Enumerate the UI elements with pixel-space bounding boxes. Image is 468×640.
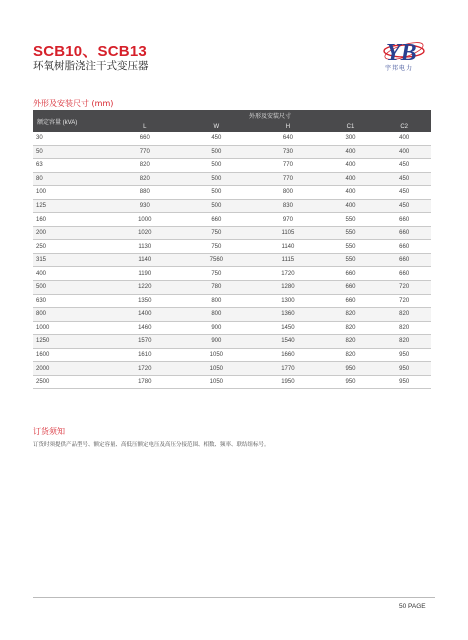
- table-row: [33, 253, 431, 267]
- dimension-cell: 660: [377, 240, 431, 254]
- dimension-cell: 1450: [252, 321, 324, 335]
- dimensions-section-title: 外形及安装尺寸 (mm): [33, 99, 114, 108]
- dimension-cell: 950: [377, 348, 431, 362]
- dimension-cell: 550: [324, 226, 378, 240]
- dimension-cell: 1720: [109, 362, 181, 376]
- dimension-cell: 1130: [109, 240, 181, 254]
- dimension-cell: 500: [181, 159, 253, 173]
- dimension-cell: 500: [181, 145, 253, 159]
- dimension-cell: 1280: [252, 281, 324, 295]
- table-row: [33, 375, 431, 389]
- logo-company-name: 宇邦电力: [385, 65, 414, 72]
- dimension-cell: 950: [377, 362, 431, 376]
- col-header-h: H: [252, 121, 324, 132]
- dimension-cell: 500: [181, 172, 253, 186]
- table-row: [33, 159, 431, 173]
- col-header-c1: C1: [324, 121, 378, 132]
- dimension-cell: 550: [324, 213, 378, 227]
- dimension-cell: 1220: [109, 281, 181, 295]
- dimension-cell: 450: [181, 132, 253, 145]
- dimension-cell: 820: [377, 308, 431, 322]
- dimension-cell: 950: [324, 375, 378, 389]
- dimension-cell: 1050: [181, 375, 253, 389]
- dimension-cell: 1115: [252, 253, 324, 267]
- capacity-cell: 500: [33, 281, 109, 295]
- dimension-cell: 820: [324, 348, 378, 362]
- dimension-cell: 1660: [252, 348, 324, 362]
- table-body: [33, 132, 431, 389]
- dimension-cell: 1050: [181, 362, 253, 376]
- table-row: [33, 199, 431, 213]
- capacity-cell: 630: [33, 294, 109, 308]
- dimension-cell: 500: [181, 199, 253, 213]
- dimension-cell: 730: [252, 145, 324, 159]
- table-row: [33, 226, 431, 240]
- dimension-cell: 660: [109, 132, 181, 145]
- dimension-cell: 1105: [252, 226, 324, 240]
- product-title: SCB10、SCB13: [33, 43, 147, 60]
- dimension-cell: 820: [324, 308, 378, 322]
- dimension-cell: 1140: [109, 253, 181, 267]
- dimension-cell: 1720: [252, 267, 324, 281]
- dimension-cell: 400: [324, 172, 378, 186]
- dimension-cell: 660: [324, 267, 378, 281]
- capacity-cell: 125: [33, 199, 109, 213]
- dimension-cell: 1400: [109, 308, 181, 322]
- table-row: [33, 321, 431, 335]
- dimension-cell: 550: [324, 240, 378, 254]
- capacity-cell: 80: [33, 172, 109, 186]
- dimension-cell: 900: [181, 335, 253, 349]
- dimension-cell: 930: [109, 199, 181, 213]
- capacity-cell: 160: [33, 213, 109, 227]
- capacity-cell: 800: [33, 308, 109, 322]
- dimension-cell: 1610: [109, 348, 181, 362]
- dimension-cell: 720: [377, 281, 431, 295]
- dimension-cell: 820: [324, 321, 378, 335]
- capacity-cell: 1600: [33, 348, 109, 362]
- product-subtitle: 环氧树脂浇注干式变压器: [33, 60, 149, 72]
- capacity-cell: 200: [33, 226, 109, 240]
- dimension-cell: 1570: [109, 335, 181, 349]
- dimension-cell: 830: [252, 199, 324, 213]
- capacity-cell: 50: [33, 145, 109, 159]
- capacity-header: 额定容量 (kVA): [33, 110, 109, 132]
- table-row: [33, 145, 431, 159]
- dimension-cell: 770: [109, 145, 181, 159]
- dimension-cell: 820: [324, 335, 378, 349]
- dimension-cell: 400: [324, 186, 378, 200]
- capacity-cell: 2500: [33, 375, 109, 389]
- table-row: [33, 132, 431, 145]
- dimension-cell: 450: [377, 186, 431, 200]
- capacity-cell: 63: [33, 159, 109, 173]
- dimension-cell: 1050: [181, 348, 253, 362]
- table-row: [33, 335, 431, 349]
- capacity-cell: 2000: [33, 362, 109, 376]
- dimension-cell: 660: [377, 213, 431, 227]
- page-number: 50 PAGE: [399, 603, 426, 610]
- dimension-cell: 400: [377, 132, 431, 145]
- ordering-notice-text: 订货时须提供产品型号、额定容量、高低压额定电压及高压分接范围、相数、频率、联结组标号。: [33, 442, 270, 448]
- table-row: [33, 294, 431, 308]
- capacity-cell: 30: [33, 132, 109, 145]
- dimension-cell: 950: [377, 375, 431, 389]
- dimension-cell: 400: [377, 145, 431, 159]
- dimension-cell: 900: [181, 321, 253, 335]
- dimension-cell: 1780: [109, 375, 181, 389]
- dimension-cell: 1300: [252, 294, 324, 308]
- dimension-cell: 970: [252, 213, 324, 227]
- dimension-cell: 7560: [181, 253, 253, 267]
- dimension-cell: 750: [181, 267, 253, 281]
- dimension-cell: 820: [109, 172, 181, 186]
- dimension-cell: 660: [181, 213, 253, 227]
- dimension-cell: 880: [109, 186, 181, 200]
- dimension-cell: 1770: [252, 362, 324, 376]
- dimension-cell: 1020: [109, 226, 181, 240]
- dimension-cell: 450: [377, 172, 431, 186]
- capacity-cell: 1000: [33, 321, 109, 335]
- table-row: [33, 186, 431, 200]
- dimension-cell: 1190: [109, 267, 181, 281]
- logo-letters: YB: [386, 40, 417, 66]
- dimension-cell: 750: [181, 240, 253, 254]
- capacity-cell: 315: [33, 253, 109, 267]
- dimension-cell: 500: [181, 186, 253, 200]
- dimension-cell: 820: [377, 321, 431, 335]
- table-row: [33, 281, 431, 295]
- dimension-cell: 550: [324, 253, 378, 267]
- capacity-cell: 100: [33, 186, 109, 200]
- table-row: [33, 267, 431, 281]
- capacity-cell: 400: [33, 267, 109, 281]
- dimension-cell: 1360: [252, 308, 324, 322]
- dimension-cell: 400: [324, 159, 378, 173]
- dimension-cell: 800: [181, 294, 253, 308]
- capacity-cell: 250: [33, 240, 109, 254]
- dimension-cell: 820: [109, 159, 181, 173]
- table-row: [33, 240, 431, 254]
- col-header-w: W: [181, 121, 253, 132]
- dimension-cell: 770: [252, 159, 324, 173]
- ordering-notice-title: 订货须知: [33, 427, 65, 436]
- dimension-cell: 660: [324, 294, 378, 308]
- dimension-cell: 800: [181, 308, 253, 322]
- dimension-cell: 660: [324, 281, 378, 295]
- table-row: [33, 172, 431, 186]
- dimension-cell: 1540: [252, 335, 324, 349]
- col-header-l: L: [109, 121, 181, 132]
- dimensions-table: [33, 110, 431, 389]
- dimension-cell: 640: [252, 132, 324, 145]
- col-header-c2: C2: [377, 121, 431, 132]
- dimension-cell: 780: [181, 281, 253, 295]
- dimensions-group-header: 外形及安装尺寸: [109, 110, 431, 121]
- dimension-cell: 950: [324, 362, 378, 376]
- dimension-cell: 660: [377, 267, 431, 281]
- capacity-cell: 1250: [33, 335, 109, 349]
- table-row: [33, 213, 431, 227]
- table-row: [33, 348, 431, 362]
- dimension-cell: 1460: [109, 321, 181, 335]
- dimension-cell: 770: [252, 172, 324, 186]
- table-row: [33, 362, 431, 376]
- dimension-cell: 400: [324, 199, 378, 213]
- dimension-cell: 1140: [252, 240, 324, 254]
- dimension-cell: 1000: [109, 213, 181, 227]
- table-row: [33, 308, 431, 322]
- dimension-cell: 450: [377, 199, 431, 213]
- dimension-cell: 820: [377, 335, 431, 349]
- dimension-cell: 300: [324, 132, 378, 145]
- dimension-cell: 800: [252, 186, 324, 200]
- dimension-cell: 450: [377, 159, 431, 173]
- dimension-cell: 400: [324, 145, 378, 159]
- dimension-cell: 1350: [109, 294, 181, 308]
- dimension-cell: 720: [377, 294, 431, 308]
- dimension-cell: 750: [181, 226, 253, 240]
- footer-divider: [33, 597, 435, 598]
- dimension-cell: 660: [377, 226, 431, 240]
- dimension-cell: 1950: [252, 375, 324, 389]
- dimension-cell: 660: [377, 253, 431, 267]
